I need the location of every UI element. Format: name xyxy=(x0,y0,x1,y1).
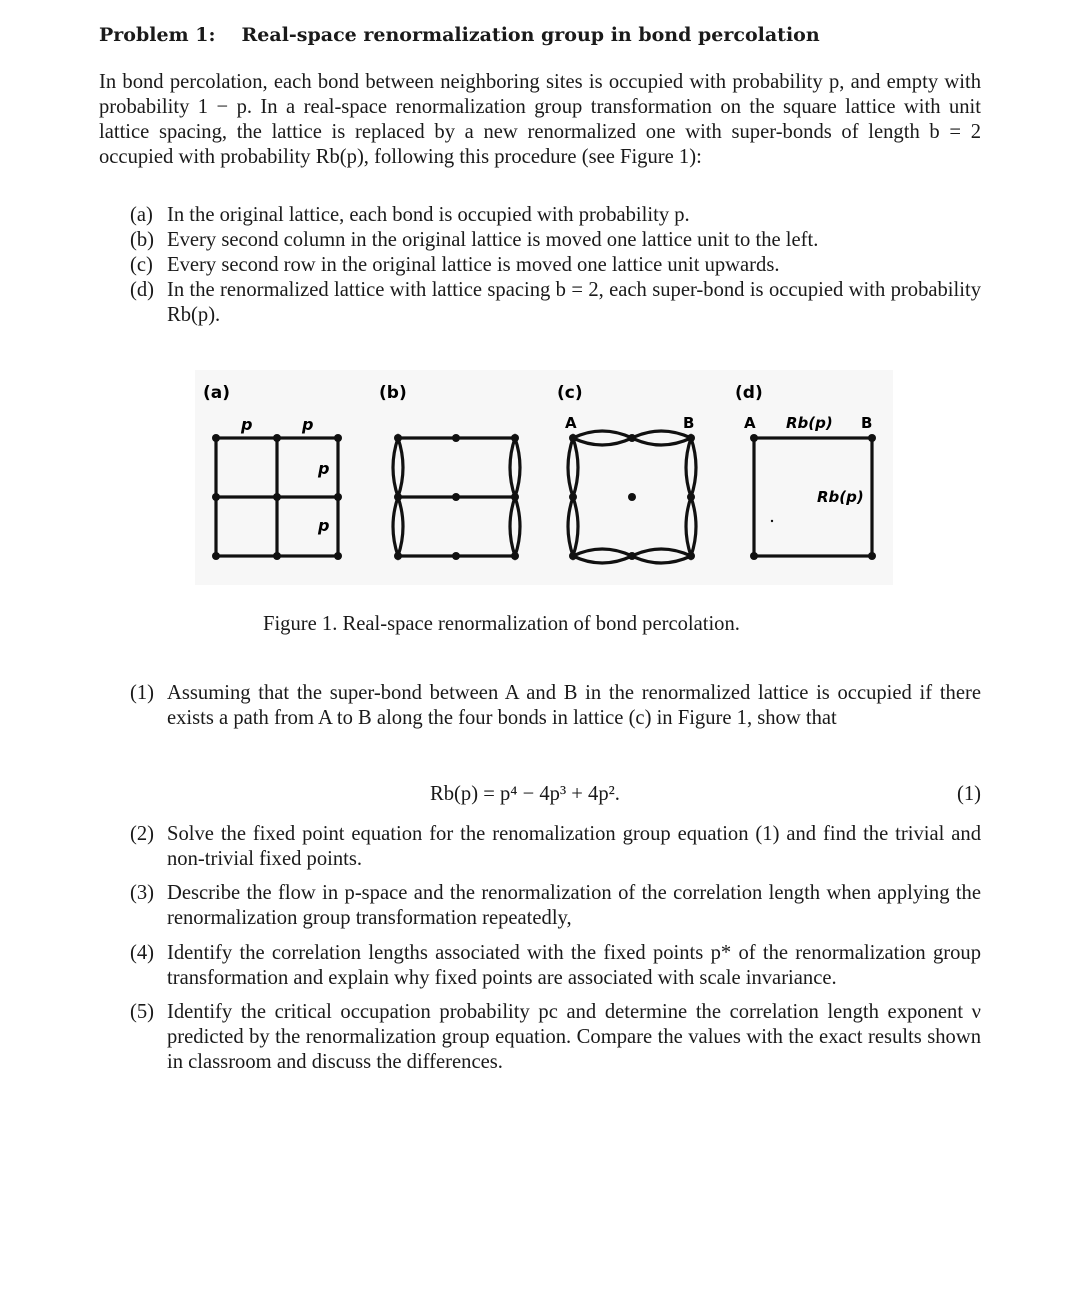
list-item xyxy=(130,253,981,278)
question-text: Identify the correlation lengths associated with the fixed points p* of the renormalization group transformation and explain why fixed points are associated with scale invariance. xyxy=(167,942,981,989)
node-a-label: A xyxy=(744,414,756,432)
p-label: p xyxy=(241,415,253,434)
problem-title: Real-space renormalization group in bond percolation xyxy=(241,24,820,46)
equation xyxy=(130,783,981,811)
question-label: (1) xyxy=(130,682,155,704)
p-label: p xyxy=(318,459,330,478)
step-text: In the renormalized lattice with lattice spacing b = 2, each super-bond is occupied with probability Rb(p). xyxy=(167,279,981,326)
procedure-list xyxy=(130,203,981,328)
step-text: In the original lattice, each bond is occupied with probability p. xyxy=(167,204,690,226)
p-label: p xyxy=(302,415,314,434)
list-item xyxy=(130,228,981,253)
question-2 xyxy=(130,822,981,872)
step-label: (c) xyxy=(130,254,153,276)
figure-background xyxy=(195,370,893,585)
rb-right-label: Rb(p) xyxy=(817,488,864,506)
list-item xyxy=(130,881,981,931)
question-1 xyxy=(130,681,981,731)
step-label: (b) xyxy=(130,229,155,251)
list-item xyxy=(130,203,981,228)
problem-heading xyxy=(99,24,820,46)
node-b-label: B xyxy=(861,414,873,432)
list-item xyxy=(130,941,981,991)
problem-label: Problem 1: xyxy=(99,24,216,46)
panel-a-label: (a) xyxy=(203,383,231,403)
question-label: (2) xyxy=(130,823,155,845)
equation-number: (1) xyxy=(956,783,981,805)
intro-paragraph: In bond percolation, each bond between neighboring sites is occupied with probability p, and empty with probability 1 − p. In a real-space renormalization group transformation on the square lattice with unit lattice spacing, the lattice is replaced by a new renormalized one with super-bonds of length b = 2 occupied with probability Rb(p), following this procedure (see Figure 1): xyxy=(99,71,981,168)
question-text: Describe the flow in p-space and the renormalization of the correlation length when applying the renormalization group transformation repeatedly, xyxy=(167,882,981,929)
p-label: p xyxy=(318,516,330,535)
figure-caption: Figure 1. Real-space renormalization of bond percolation. xyxy=(263,613,740,635)
list-item xyxy=(130,1000,981,1075)
question-label: (3) xyxy=(130,882,155,904)
question-text: Identify the critical occupation probability pc and determine the correlation length exponent ν predicted by the renormalization group equation. Compare the values with the exact results shown in classroom and discuss the differences. xyxy=(167,1001,981,1073)
panel-c-label: (c) xyxy=(557,383,583,403)
step-label: (d) xyxy=(130,279,155,301)
node-b-label: B xyxy=(683,414,695,432)
question-3 xyxy=(130,881,981,931)
step-text: Every second column in the original lattice is moved one lattice unit to the left. xyxy=(167,229,819,251)
question-label: (5) xyxy=(130,1001,155,1023)
question-5 xyxy=(130,1000,981,1075)
list-item xyxy=(130,681,981,731)
question-text: Solve the fixed point equation for the renomalization group equation (1) and find the trivial and non-trivial fixed points. xyxy=(167,823,981,870)
equation-formula: Rb(p) = p⁴ − 4p³ + 4p². xyxy=(430,783,620,805)
question-label: (4) xyxy=(130,942,155,964)
node-a-label: A xyxy=(565,414,577,432)
rb-top-label: Rb(p) xyxy=(786,414,833,432)
question-4 xyxy=(130,941,981,991)
list-item xyxy=(130,278,981,328)
question-text: Assuming that the super-bond between A and B in the renormalized lattice is occupied if there exists a path from A to B along the four bonds in lattice (c) in Figure 1, show that xyxy=(167,682,981,729)
step-text: Every second row in the original lattice is moved one lattice unit upwards. xyxy=(167,254,780,276)
panel-b-label: (b) xyxy=(379,383,407,403)
renormalization-figure xyxy=(195,370,893,585)
panel-d-label: (d) xyxy=(735,383,763,403)
list-item xyxy=(130,822,981,872)
step-label: (a) xyxy=(130,204,153,226)
